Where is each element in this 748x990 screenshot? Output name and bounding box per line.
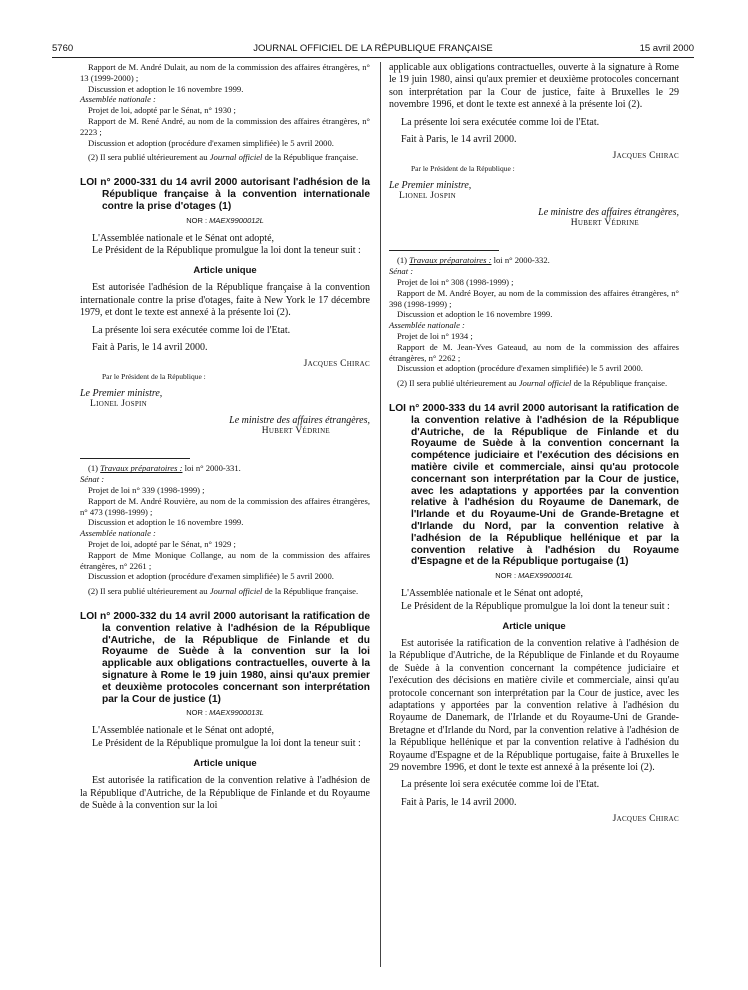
premier-ministre-name: Lionel Jospin xyxy=(90,399,147,410)
footnote-line: Projet de loi, adopté par le Sénat, n° 1930 ; xyxy=(88,105,236,116)
left-column xyxy=(80,62,370,817)
nor-reference: NOR : MAEX9900012L xyxy=(186,215,264,225)
footnote-heading: Assemblée nationale : xyxy=(389,320,465,331)
footnote-line: Projet de loi n° 339 (1998-1999) ; xyxy=(88,485,205,495)
footnote-2: (2) Il sera publié ultérieurement au Journal officiel de la République française. xyxy=(88,152,359,163)
premier-ministre-title: Le Premier ministre, xyxy=(389,180,472,192)
footnote-rule xyxy=(80,458,190,459)
footnote-line: Discussion et adoption le 16 novembre 1999. xyxy=(397,309,553,320)
footnote-line: Discussion et adoption (procédure d'examen simplifiée) le 5 avril 2000. xyxy=(88,571,334,582)
premier-ministre-name: Lionel Jospin xyxy=(399,191,456,202)
footnote-heading: Assemblée nationale : xyxy=(80,528,156,539)
ministre-name: Hubert Védrine xyxy=(570,218,639,229)
footnote-heading: Assemblée nationale : xyxy=(80,94,156,105)
footnote-line: Discussion et adoption (procédure d'examen simplifiée) le 5 avril 2000. xyxy=(88,137,334,148)
law-title: LOI n° 2000-332 du 14 avril 2000 autorisant la ratification de la convention relative à l'adhésion de la République d'Autriche, de la République de Finlande et du Royaume de Suède à la convention sur la loi applicable aux obligations contractuelles, ouverte à la signature à Rome le 19 juin 1980, ainsi qu'aux premier et deuxième protocoles concernant son interprétation par la Cour de justice (1) xyxy=(80,610,370,705)
footnote-line: Rapport de M. René André, au nom de la commission des affaires étrangères, n° 2223 ; xyxy=(80,115,370,137)
footnote-line: Rapport de M. André Boyer, au nom de la commission des affaires étrangères, n° 398 (1998-1999) ; xyxy=(389,287,679,309)
footnote-2: (2) Il sera publié ultérieurement au Journal officiel de la République française. xyxy=(88,586,359,597)
footnote-1: (1) Travaux préparatoires : loi n° 2000-332. xyxy=(397,255,550,266)
law-title: LOI n° 2000-331 du 14 avril 2000 autorisant l'adhésion de la République française à la convention internationale contre la prise d'otages (1) xyxy=(80,177,370,212)
body-paragraph: Est autorisée l'adhésion de la République française à la convention internationale contre la prise d'otages, faite à New York le 17 décembre 1979, et dont le texte est annexé à la présente loi (2). xyxy=(80,282,370,319)
ministre-title: Le ministre des affaires étrangères, xyxy=(538,207,679,219)
page-header xyxy=(52,43,694,57)
body-paragraph: Fait à Paris, le 14 avril 2000. xyxy=(401,796,517,808)
signatory: Jacques Chirac xyxy=(612,151,679,162)
ministre-title: Le ministre des affaires étrangères, xyxy=(229,415,370,427)
body-paragraph: L'Assemblée nationale et le Sénat ont adopté, xyxy=(92,725,275,737)
header-rule xyxy=(52,57,694,58)
body-paragraph: La présente loi sera exécutée comme loi de l'Etat. xyxy=(401,779,600,791)
body-paragraph: La présente loi sera exécutée comme loi de l'Etat. xyxy=(401,116,600,128)
column-separator xyxy=(380,62,381,967)
footnote-line: Rapport de Mme Monique Collange, au nom de la commission des affaires étrangères, n° 2261 ; xyxy=(80,549,370,571)
issue-date: 15 avril 2000 xyxy=(639,43,694,54)
footnote-line: Rapport de M. André Rouvière, au nom de la commission des affaires étrangères, n° 473 (1998-1999) ; xyxy=(80,495,370,517)
article-heading: Article unique xyxy=(193,758,257,770)
body-paragraph: L'Assemblée nationale et le Sénat ont adopté, xyxy=(92,232,275,244)
footnote-1: (1) Travaux préparatoires : loi n° 2000-331. xyxy=(88,463,241,474)
law-title: LOI n° 2000-333 du 14 avril 2000 autorisant la ratification de la convention relative à l'adhésion de la République d'Autriche, de la République de Finlande et du Royaume de Suède à la convention concernant la compétence judiciaire et l'exécution des décisions en matière civile et commerciale, ainsi qu'au protocole concernant son interprétation par la Cour de justice, avec les adaptations y apportées par la convention relative à l'adhésion du Royaume de Danemark, de l'Irlande et du Royaume-Uni de Grande-Bretagne et d'Irlande du Nord, par la convention relative à l'adhésion de la République hellénique et par la convention relative à l'adhésion du Royaume d'Espagne et de la République portugaise (1) xyxy=(389,403,679,568)
footnote-heading: Sénat : xyxy=(80,474,105,485)
body-paragraph: L'Assemblée nationale et le Sénat ont adopté, xyxy=(401,588,584,600)
body-paragraph: applicable aux obligations contractuelles, ouverte à la signature à Rome le 19 juin 1980, ainsi qu'aux premier et deuxième protocoles concernant son interprétation par la Cour de justice, faite à Bruxelles le 29 novembre 1996, et dont le texte est annexé à la présente loi (2). xyxy=(389,62,679,111)
body-paragraph: Fait à Paris, le 14 avril 2000. xyxy=(401,134,517,146)
body-paragraph: La présente loi sera exécutée comme loi de l'Etat. xyxy=(92,324,291,336)
footnote-line: Projet de loi n° 1934 ; xyxy=(397,331,473,342)
ministre-name: Hubert Védrine xyxy=(261,426,330,437)
premier-ministre-title: Le Premier ministre, xyxy=(80,388,163,400)
footnote-rule xyxy=(389,250,499,251)
body-paragraph: Le Président de la République promulgue la loi dont la teneur suit : xyxy=(92,244,361,256)
right-column xyxy=(389,62,679,827)
footnote-line: Rapport de M. Jean-Yves Gateaud, au nom de la commission des affaires étrangères, n° 2262 ; xyxy=(389,341,679,363)
article-heading: Article unique xyxy=(193,265,257,277)
footnote-line: Projet de loi, adopté par le Sénat, n° 1929 ; xyxy=(88,538,236,549)
signatory: Jacques Chirac xyxy=(303,359,370,370)
signatory: Jacques Chirac xyxy=(612,814,679,825)
article-heading: Article unique xyxy=(502,620,566,632)
journal-title: JOURNAL OFFICIEL DE LA RÉPUBLIQUE FRANÇAISE xyxy=(253,43,493,54)
par-le-president: Par le Président de la République : xyxy=(411,164,515,174)
body-paragraph: Le Président de la République promulgue la loi dont la teneur suit : xyxy=(401,600,670,612)
body-paragraph: Fait à Paris, le 14 avril 2000. xyxy=(92,342,208,353)
nor-reference: NOR : MAEX9900013L xyxy=(186,708,264,718)
body-paragraph: Le Président de la République promulgue la loi dont la teneur suit : xyxy=(92,737,361,749)
footnote-line: Rapport de M. André Dulait, au nom de la commission des affaires étrangères, n° 13 (1999-2000) ; xyxy=(80,62,370,83)
page-number: 5760 xyxy=(52,43,74,54)
nor-reference: NOR : MAEX9900014L xyxy=(495,571,573,581)
footnote-line: Discussion et adoption (procédure d'examen simplifiée) le 5 avril 2000. xyxy=(397,363,643,374)
footnote-heading: Sénat : xyxy=(389,266,414,277)
footnote-line: Projet de loi n° 308 (1998-1999) ; xyxy=(397,277,514,288)
body-paragraph: Est autorisée la ratification de la convention relative à l'adhésion de la République d'Autriche, de la République de Finlande et du Royaume de Suède à la convention concernant la compétence judiciaire et l'exécution des décisions en matière civile et commerciale, ainsi qu'au protocole concernant son interprétation par la Cour de justice, avec les adaptations y apportées par la convention relative à l'adhésion du Royaume de Danemark, de l'Irlande et du Royaume-Uni de Grande-Bretagne et d'Irlande du Nord, par la convention relative à l'adhésion de la République hellénique et par la convention relative à l'adhésion du Royaume d'Espagne et de la République portugaise, faite à Bruxelles le 29 novembre 1996, et dont le texte est annexé à la présente loi (2). xyxy=(389,637,679,774)
par-le-president: Par le Président de la République : xyxy=(102,372,206,382)
footnote-line: Discussion et adoption le 16 novembre 1999. xyxy=(88,83,244,94)
body-paragraph: Est autorisée la ratification de la convention relative à l'adhésion de la République d'Autriche, de la République de Finlande et du Royaume de Suède à la convention sur la loi xyxy=(80,775,370,811)
footnote-line: Discussion et adoption le 16 novembre 1999. xyxy=(88,517,244,528)
footnote-2: (2) Il sera publié ultérieurement au Journal officiel de la République française. xyxy=(397,378,668,389)
